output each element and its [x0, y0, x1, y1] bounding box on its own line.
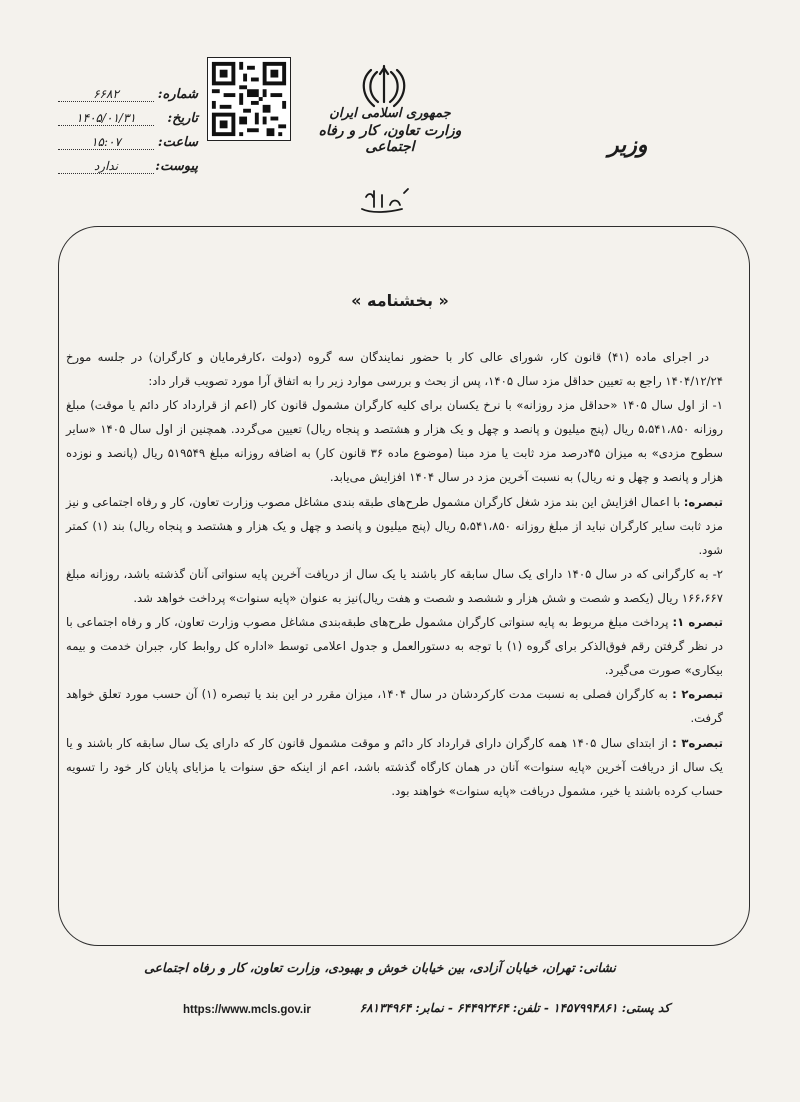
item-1-paragraph: ۱- از اول سال ۱۴۰۵ «حداقل مزد روزانه» با نرخ یکسان برای کلیه کارگران مشمول قانون کار (اعم از قرارداد کار دائم یا موقت) مبلغ روزانه ۵،۵۴۱،۸۵۰ ریال (پنج میلیون و پانصد و چهل و یک هزار و هشتصد و پنجاه ریال) تعیین می‌گردد. همچنین از اول سال ۱۴۰۵ «سایر سطوح مزدی» به میزان ۴۵درصد مزد ثابت یا مزد مبنا (موضوع ماده ۳۶ قانون کار) به اضافه روزانه مبلغ ۵۱۹۵۴۹ ریال (پانصد و نوزده هزار و پانصد و چهل و نه ریال) به نسبت آخرین مزد در سال ۱۴۰۴ افزایش می‌یابد.: [66, 398, 723, 485]
time-value: ۱۵:۰۷: [58, 135, 154, 150]
ministry-name: وزارت تعاون، کار و رفاه اجتماعی: [318, 123, 462, 155]
meta-attachment: [48, 150, 198, 174]
footer-website-link[interactable]: https://www.mcls.gov.ir: [183, 1004, 311, 1016]
ministry-header: [300, 106, 480, 155]
document-title: « بخشنامه »: [351, 291, 449, 310]
note-1-paragraph: [66, 610, 723, 682]
qr-code-icon: [207, 57, 291, 141]
note-label: تبصره:: [683, 494, 723, 509]
note-text: با اعمال افزایش این بند مزد شغل کارگران مشمول طرح‌های طبقه بندی مشاغل مصوب وزارت تعاون، کار و رفاه اجتماعی و نیز مزد ثابت سایر کارگران نباید از مبلغ روزانه ۵،۵۴۱،۸۵۰ ریال (پنج میلیون و پانصد و چهل و یک هزار و هشتصد و پنجاه ریال) بند (۱) کمتر شود.: [66, 494, 723, 557]
minister-label: وزیر: [608, 132, 648, 158]
iran-emblem-icon: [356, 62, 412, 110]
bismillah-calligraphy-icon: [356, 183, 416, 217]
note-2-paragraph: [66, 682, 723, 730]
footer-postal-phone: کد پستی: ۱۴۵۷۹۹۴۸۶۱ - تلفن: ۶۴۴۹۲۴۶۴ - نمابر: ۶۸۱۳۴۹۶۴: [359, 1001, 670, 1015]
note-1-label: تبصره ۱:: [672, 615, 723, 630]
number-value: ۶۶۸۲: [58, 87, 154, 102]
note-1-text: پرداخت مبلغ مربوط به پایه سنواتی کارگران مشمول طرح‌های طبقه‌بندی مشاغل مصوب وزارت تعاون، کار و رفاه اجتماعی با در نظر گرفتن رقم فوق‌الذکر برای گروه (۱) با توجه به دستورالعمل و جدول اعلامی توسط «اداره کل روابط کار، جبران خدمت و بیمه بیکاری» صورت می‌گیرد.: [66, 615, 723, 678]
meta-time: [48, 126, 198, 150]
attachment-label: پیوست:: [155, 159, 198, 174]
footer-address: نشانی: تهران، خیابان آزادی، بین خیابان خوش و بهبودی، وزارت تعاون، کار و رفاه اجتماعی: [144, 960, 616, 975]
intro-paragraph: در اجرای ماده (۴۱) قانون کار، شورای عالی کار با حضور نمایندگان سه گروه (دولت ،کارفرمایان و کارگران) در جلسه مورخ ۱۴۰۴/۱۲/۲۴ راجع به تعیین حداقل مزد سال ۱۴۰۵، پس از بحث و بررسی موارد زیر را به اتفاق آرا مورد تصویب قرار داد:: [66, 350, 723, 389]
note-paragraph: [66, 490, 723, 562]
date-value: ۱۴۰۵/۰۱/۳۱: [58, 111, 154, 126]
meta-date: [48, 102, 198, 126]
item-2-paragraph: ۲- به کارگرانی که در سال ۱۴۰۵ دارای یک سال سابقه کار باشند یا یک سال از دریافت آخرین پایه سنواتی آنان گذشته باشد، روزانه مبلغ ۱۶۶،۶۶۷ ریال (یکصد و شصت و شش هزار و ششصد و شصت و هفت ریال)نیز به عنوان «پایه سنوات» پرداخت خواهد شد.: [66, 566, 723, 605]
meta-number: [48, 78, 198, 102]
number-label: شماره:: [157, 87, 198, 102]
circular-body: [66, 345, 723, 803]
note-2-label: تبصره۲ :: [672, 687, 723, 702]
time-label: ساعت:: [157, 135, 198, 150]
attachment-value: ندارد: [58, 159, 154, 174]
country-name: جمهوری اسلامی ایران: [329, 106, 451, 121]
note-3-text: از ابتدای سال ۱۴۰۵ همه کارگران دارای قرارداد کار دائم و موقت مشمول قانون کار که دارای یک سال سابقه کار باشند و یا یک سال از دریافت آخرین «پایه سنوات» آنان در همان کارگاه گذشته باشد، اعم از اینکه حق سنوات یا مزایای پایان کار خود را تسویه حساب کرده باشند یا خیر، مشمول دریافت «پایه سنوات» خواهند بود.: [66, 735, 723, 798]
note-2-text: به کارگران فصلی به نسبت مدت کارکردشان در سال ۱۴۰۴، میزان مقرر در این بند یا تبصره (۱) آن حسب مورد تعلق خواهد گرفت.: [66, 687, 723, 726]
letter-meta: [48, 78, 198, 174]
note-3-paragraph: [66, 731, 723, 803]
note-3-label: تبصره۳ :: [672, 735, 724, 750]
date-label: تاریخ:: [167, 111, 198, 126]
